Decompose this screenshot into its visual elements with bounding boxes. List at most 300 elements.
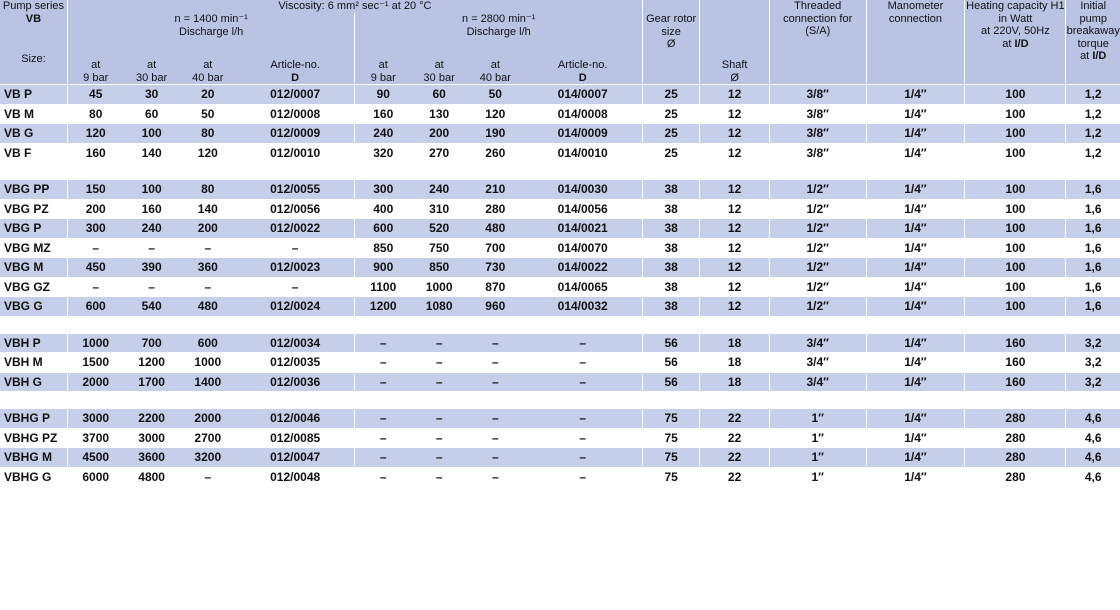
table-cell: – [467,428,523,448]
table-cell: 1/4″ [866,238,965,258]
table-cell: 012/0022 [236,219,355,239]
table-cell: 012/0085 [236,428,355,448]
table-row [0,428,1120,448]
table-cell: – [355,428,411,448]
table-cell: 100 [965,277,1066,297]
table-cell: 014/0021 [523,219,642,239]
table-cell: – [180,238,236,258]
table-cell: – [523,448,642,468]
table-cell: 38 [643,199,700,219]
table-cell: 1200 [355,297,411,316]
table-cell: 38 [643,219,700,239]
table-cell: – [467,467,523,486]
pump-size-cell: VBHG P [0,409,67,429]
table-cell: 38 [643,180,700,200]
table-cell: 1/4″ [866,409,965,429]
table-row [0,467,1120,486]
pump-size-cell: VBG MZ [0,238,67,258]
table-cell: 200 [411,124,467,144]
table-cell: 1/4″ [866,372,965,391]
table-cell: – [467,448,523,468]
table-cell: 2000 [180,409,236,429]
table-row [0,258,1120,278]
table-cell: 260 [467,143,523,162]
header-article: Article-no. D [523,41,642,85]
table-cell: 80 [67,104,123,124]
table-cell: 18 [700,372,770,391]
table-cell: 100 [965,258,1066,278]
table-cell: 012/0055 [236,180,355,200]
table-cell: 1,2 [1066,124,1120,144]
table-cell: – [523,353,642,373]
table-cell: 12 [700,124,770,144]
table-cell: 850 [411,258,467,278]
table-cell: 25 [643,104,700,124]
table-header [0,0,1120,85]
table-cell: 1,6 [1066,180,1120,200]
table-cell: 1/4″ [866,297,965,316]
table-cell: – [467,409,523,429]
header-9bar: at 9 bar [355,41,411,85]
table-cell: 3/4″ [769,372,866,391]
table-cell: 100 [965,199,1066,219]
table-cell: 240 [411,180,467,200]
pump-size-cell: VB P [0,85,67,105]
table-cell: 1200 [124,353,180,373]
table-cell: – [411,372,467,391]
table-cell: – [411,467,467,486]
table-cell: 1000 [411,277,467,297]
table-cell: 1,2 [1066,104,1120,124]
table-cell: 12 [700,238,770,258]
table-cell: 2200 [124,409,180,429]
pump-size-cell: VBG PP [0,180,67,200]
table-cell: 25 [643,124,700,144]
table-cell: 1700 [124,372,180,391]
table-cell: 100 [965,219,1066,239]
table-cell: 1/2″ [769,180,866,200]
table-cell: 014/0056 [523,199,642,219]
table-cell: 1/4″ [866,180,965,200]
table-cell: 400 [355,199,411,219]
table-cell: 1/4″ [866,467,965,486]
table-cell: 3,2 [1066,372,1120,391]
pump-size-cell: VBG P [0,219,67,239]
header-shaft: Shaft Ø [700,0,770,85]
table-cell: 22 [700,448,770,468]
table-cell: 012/0035 [236,353,355,373]
table-cell: 1,6 [1066,297,1120,316]
table-cell: 600 [355,219,411,239]
table-cell: – [67,238,123,258]
table-cell: 012/0036 [236,372,355,391]
table-cell: – [236,277,355,297]
table-cell: 100 [965,143,1066,162]
table-cell: 730 [467,258,523,278]
table-cell: 75 [643,428,700,448]
table-row [0,124,1120,144]
table-cell: – [467,372,523,391]
table-cell: – [411,448,467,468]
table-cell: 50 [467,85,523,105]
header-series-code: VB [25,12,42,25]
table-cell: 012/0047 [236,448,355,468]
table-cell: 600 [180,333,236,353]
table-cell: 1,6 [1066,219,1120,239]
header-viscosity: Viscosity: 6 mm² sec⁻¹ at 20 °C [67,0,642,13]
table-cell: 90 [355,85,411,105]
table-cell: 38 [643,258,700,278]
table-cell: 3/4″ [769,353,866,373]
table-cell: 1,6 [1066,199,1120,219]
table-cell: – [355,353,411,373]
table-cell: 870 [467,277,523,297]
table-cell: 100 [965,238,1066,258]
table-cell: 1/4″ [866,258,965,278]
table-row [0,372,1120,391]
header-speed-1400: n = 1400 min⁻¹ Discharge l/h [67,13,355,41]
table-cell: 300 [355,180,411,200]
table-cell: – [180,277,236,297]
pump-size-cell: VBH G [0,372,67,391]
table-cell: 4,6 [1066,467,1120,486]
table-cell: 280 [467,199,523,219]
table-cell: 140 [180,199,236,219]
table-cell: 012/0009 [236,124,355,144]
table-cell: 540 [124,297,180,316]
table-cell: 45 [67,85,123,105]
table-cell: 80 [180,124,236,144]
header-40bar: at 40 bar [180,41,236,85]
header-pump-series: Pump series [2,0,65,12]
table-row [0,85,1120,105]
table-cell: 1/4″ [866,104,965,124]
table-cell: 30 [124,85,180,105]
table-cell: – [411,333,467,353]
table-row [0,353,1120,373]
table-cell: 310 [411,199,467,219]
table-cell: – [180,467,236,486]
table-cell: 56 [643,333,700,353]
table-cell: – [523,409,642,429]
table-cell: 12 [700,85,770,105]
table-cell: 3000 [67,409,123,429]
table-cell: – [124,277,180,297]
table-cell: 014/0030 [523,180,642,200]
table-cell: 012/0007 [236,85,355,105]
table-cell: 1/2″ [769,199,866,219]
table-cell: 1/2″ [769,219,866,239]
table-cell: 12 [700,258,770,278]
pump-size-cell: VBHG G [0,467,67,486]
table-cell: 1/4″ [866,333,965,353]
table-cell: 012/0010 [236,143,355,162]
table-row [0,333,1120,353]
table-cell: 700 [467,238,523,258]
table-cell: 3/8″ [769,104,866,124]
table-cell: – [523,467,642,486]
table-cell: 2700 [180,428,236,448]
table-cell: 300 [67,219,123,239]
table-cell: 3200 [180,448,236,468]
table-cell: 100 [124,180,180,200]
table-cell: 280 [965,467,1066,486]
table-cell: 1/4″ [866,448,965,468]
group-spacer [0,391,1120,409]
table-cell: 1/2″ [769,258,866,278]
table-cell: 270 [411,143,467,162]
table-cell: 4500 [67,448,123,468]
table-cell: 80 [180,180,236,200]
table-cell: 012/0034 [236,333,355,353]
header-40bar: at 40 bar [467,41,523,85]
table-cell: 1/2″ [769,297,866,316]
table-cell: 22 [700,467,770,486]
group-spacer [0,316,1120,334]
table-cell: 3600 [124,448,180,468]
table-cell: – [236,238,355,258]
table-cell: – [124,238,180,258]
table-cell: 014/0022 [523,258,642,278]
table-cell: 520 [411,219,467,239]
table-cell: 1/4″ [866,219,965,239]
table-cell: 130 [411,104,467,124]
table-cell: 012/0046 [236,409,355,429]
table-cell: 50 [180,104,236,124]
table-cell: 1400 [180,372,236,391]
table-cell: – [467,333,523,353]
table-cell: 1000 [67,333,123,353]
table-cell: – [523,372,642,391]
table-cell: 700 [124,333,180,353]
table-cell: 240 [355,124,411,144]
table-cell: 3000 [124,428,180,448]
table-cell: 014/0009 [523,124,642,144]
table-cell: 012/0048 [236,467,355,486]
pump-size-cell: VB M [0,104,67,124]
table-cell: 100 [124,124,180,144]
table-cell: 012/0056 [236,199,355,219]
table-cell: 3/8″ [769,124,866,144]
table-cell: 56 [643,372,700,391]
table-cell: 390 [124,258,180,278]
header-size-label: Size: [21,53,46,65]
group-spacer [0,162,1120,180]
table-row [0,180,1120,200]
table-cell: 38 [643,297,700,316]
table-body [0,85,1120,487]
table-row [0,297,1120,316]
table-cell: 1,6 [1066,238,1120,258]
table-cell: 100 [965,85,1066,105]
table-cell: 160 [67,143,123,162]
table-cell: 160 [355,104,411,124]
table-cell: 1/4″ [866,199,965,219]
pump-size-cell: VBHG PZ [0,428,67,448]
table-cell: 1,6 [1066,258,1120,278]
table-cell: 1″ [769,409,866,429]
table-row [0,143,1120,162]
table-cell: 1″ [769,448,866,468]
table-cell: 120 [67,124,123,144]
table-cell: 12 [700,277,770,297]
table-cell: 1080 [411,297,467,316]
table-cell: 280 [965,409,1066,429]
diameter-symbol: Ø [730,71,739,84]
table-cell: 280 [965,428,1066,448]
pump-size-cell: VBH M [0,353,67,373]
header-9bar: at 9 bar [67,41,123,85]
pump-size-cell: VBG PZ [0,199,67,219]
table-cell: 3,2 [1066,353,1120,373]
table-cell: 014/0007 [523,85,642,105]
table-cell: 012/0024 [236,297,355,316]
header-gear: Gear rotor size Ø [643,0,700,85]
table-cell: 200 [67,199,123,219]
table-row [0,199,1120,219]
table-cell: 4800 [124,467,180,486]
table-cell: 1,2 [1066,143,1120,162]
table-cell: 75 [643,467,700,486]
header-manometer: Manometer connection [866,0,965,85]
table-cell: 75 [643,448,700,468]
table-cell: 1,2 [1066,85,1120,105]
table-cell: 1″ [769,428,866,448]
header-size [0,0,67,85]
table-cell: 22 [700,409,770,429]
table-cell: 1/4″ [866,143,965,162]
table-cell: 190 [467,124,523,144]
table-cell: 200 [180,219,236,239]
header-threaded: Threaded connection for (S/A) [769,0,866,85]
pump-size-cell: VBH P [0,333,67,353]
pump-size-cell: VBG M [0,258,67,278]
table-cell: 150 [67,180,123,200]
table-cell: 120 [180,143,236,162]
table-cell: 1/4″ [866,85,965,105]
table-cell: – [467,353,523,373]
table-cell: – [411,353,467,373]
table-cell: 22 [700,428,770,448]
pump-size-cell: VBG GZ [0,277,67,297]
table-cell: 4,6 [1066,448,1120,468]
table-cell: 160 [965,372,1066,391]
table-cell: 014/0070 [523,238,642,258]
table-cell: 1/2″ [769,238,866,258]
table-cell: 140 [124,143,180,162]
table-cell: – [355,467,411,486]
table-cell: 1500 [67,353,123,373]
header-heating: Heating capacity H1 in Watt at 220V, 50Hz at I/D [965,0,1066,85]
table-cell: 3/4″ [769,333,866,353]
table-cell: 100 [965,297,1066,316]
table-cell: 3/8″ [769,143,866,162]
pump-size-cell: VB G [0,124,67,144]
table-cell: 100 [965,104,1066,124]
table-cell: – [67,277,123,297]
table-cell: 12 [700,297,770,316]
table-cell: 900 [355,258,411,278]
header-30bar: at 30 bar [124,41,180,85]
table-cell: 4,6 [1066,409,1120,429]
table-cell: 850 [355,238,411,258]
table-cell: 1/4″ [866,353,965,373]
table-cell: 1″ [769,467,866,486]
table-cell: 12 [700,180,770,200]
diameter-symbol: Ø [666,38,676,50]
table-cell: 012/0008 [236,104,355,124]
table-cell: 20 [180,85,236,105]
header-article: Article-no. D [236,41,355,85]
table-cell: – [355,372,411,391]
table-cell: 750 [411,238,467,258]
table-cell: 1/4″ [866,124,965,144]
table-cell: 1/4″ [866,428,965,448]
table-cell: 280 [965,448,1066,468]
table-cell: 1100 [355,277,411,297]
table-cell: 3,2 [1066,333,1120,353]
table-cell: – [411,428,467,448]
table-row [0,104,1120,124]
table-cell: 1,6 [1066,277,1120,297]
table-cell: 3/8″ [769,85,866,105]
table-cell: 1/2″ [769,277,866,297]
table-cell: 75 [643,409,700,429]
pump-size-cell: VB F [0,143,67,162]
table-cell: 320 [355,143,411,162]
table-cell: 160 [124,199,180,219]
pump-size-cell: VBHG M [0,448,67,468]
table-cell: 014/0010 [523,143,642,162]
table-cell: 18 [700,333,770,353]
table-cell: 56 [643,353,700,373]
table-cell: 960 [467,297,523,316]
table-cell: 100 [965,124,1066,144]
table-row [0,409,1120,429]
table-cell: – [355,333,411,353]
table-cell: 160 [965,333,1066,353]
table-cell: – [411,409,467,429]
table-cell: 12 [700,199,770,219]
table-cell: – [523,333,642,353]
table-cell: 160 [965,353,1066,373]
table-cell: 014/0065 [523,277,642,297]
table-cell: 480 [180,297,236,316]
table-cell: 014/0008 [523,104,642,124]
table-cell: 12 [700,143,770,162]
table-cell: 12 [700,104,770,124]
table-row [0,277,1120,297]
header-30bar: at 30 bar [411,41,467,85]
table-cell: 25 [643,85,700,105]
table-cell: 210 [467,180,523,200]
table-cell: 1000 [180,353,236,373]
table-cell: 100 [965,180,1066,200]
table-cell: 25 [643,143,700,162]
table-cell: 12 [700,219,770,239]
table-cell: 014/0032 [523,297,642,316]
table-row [0,238,1120,258]
table-cell: – [355,448,411,468]
table-cell: 60 [124,104,180,124]
header-torque: Initial pump breakaway torque at I/D [1066,0,1120,85]
table-cell: 360 [180,258,236,278]
table-cell: 60 [411,85,467,105]
table-cell: 450 [67,258,123,278]
table-cell: 6000 [67,467,123,486]
table-cell: – [523,428,642,448]
table-cell: 600 [67,297,123,316]
